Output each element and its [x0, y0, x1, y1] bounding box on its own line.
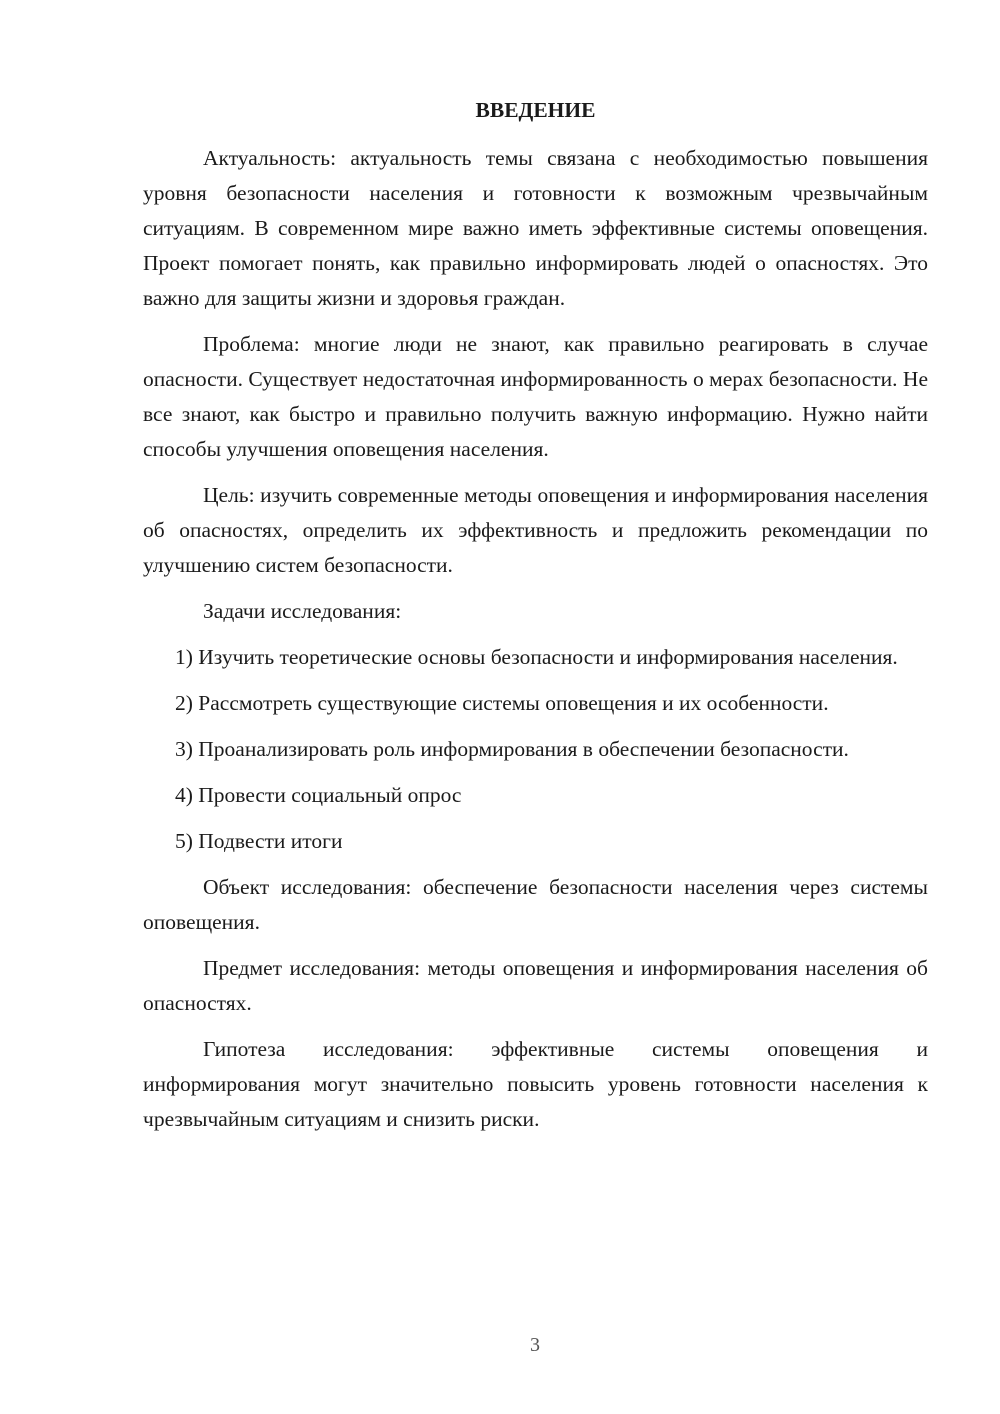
- paragraph-goal: Цель: изучить современные методы оповещения и информирования населения об опасностях, определить их эффективность и предложить рекомендации по улучшению систем безопасности.: [143, 483, 928, 577]
- paragraph-subject: Предмет исследования: методы оповещения и информирования населения об опасностях.: [143, 956, 928, 1015]
- paragraph-hypothesis: Гипотеза исследования: эффективные системы оповещения и информирования могут значительно повысить уровень готовности населения к чрезвычайным ситуациям и снизить риски.: [143, 1037, 928, 1131]
- task-item: 3) Проанализировать роль информирования в обеспечении безопасности.: [175, 737, 849, 761]
- paragraph-problem: Проблема: многие люди не знают, как правильно реагировать в случае опасности. Существует недостаточная информированность о мерах безопасности. Не все знают, как быстро и правильно получить важную информацию. Нужно найти способы улучшения оповещения населения.: [143, 332, 928, 461]
- task-item: 4) Провести социальный опрос: [175, 783, 462, 807]
- paragraph-relevance: Актуальность: актуальность темы связана с необходимостью повышения уровня безопасности населения и готовности к возможным чрезвычайным ситуациям. В современном мире важно иметь эффективные системы оповещения. Проект помогает понять, как правильно информировать людей о опасностях. Это важно для защиты жизни и здоровья граждан.: [143, 146, 928, 310]
- page-number: 3: [530, 1334, 540, 1356]
- document-body: [143, 95, 928, 1148]
- paragraph-object: Объект исследования: обеспечение безопасности населения через системы оповещения.: [143, 875, 928, 934]
- section-heading: ВВЕДЕНИЕ: [475, 98, 596, 122]
- task-item: 2) Рассмотреть существующие системы оповещения и их особенности.: [175, 691, 829, 715]
- task-item: 1) Изучить теоретические основы безопасности и информирования населения.: [175, 645, 898, 669]
- paragraph-tasks-intro: Задачи исследования:: [203, 599, 402, 623]
- task-item: 5) Подвести итоги: [175, 829, 343, 853]
- tasks-list: [143, 640, 928, 859]
